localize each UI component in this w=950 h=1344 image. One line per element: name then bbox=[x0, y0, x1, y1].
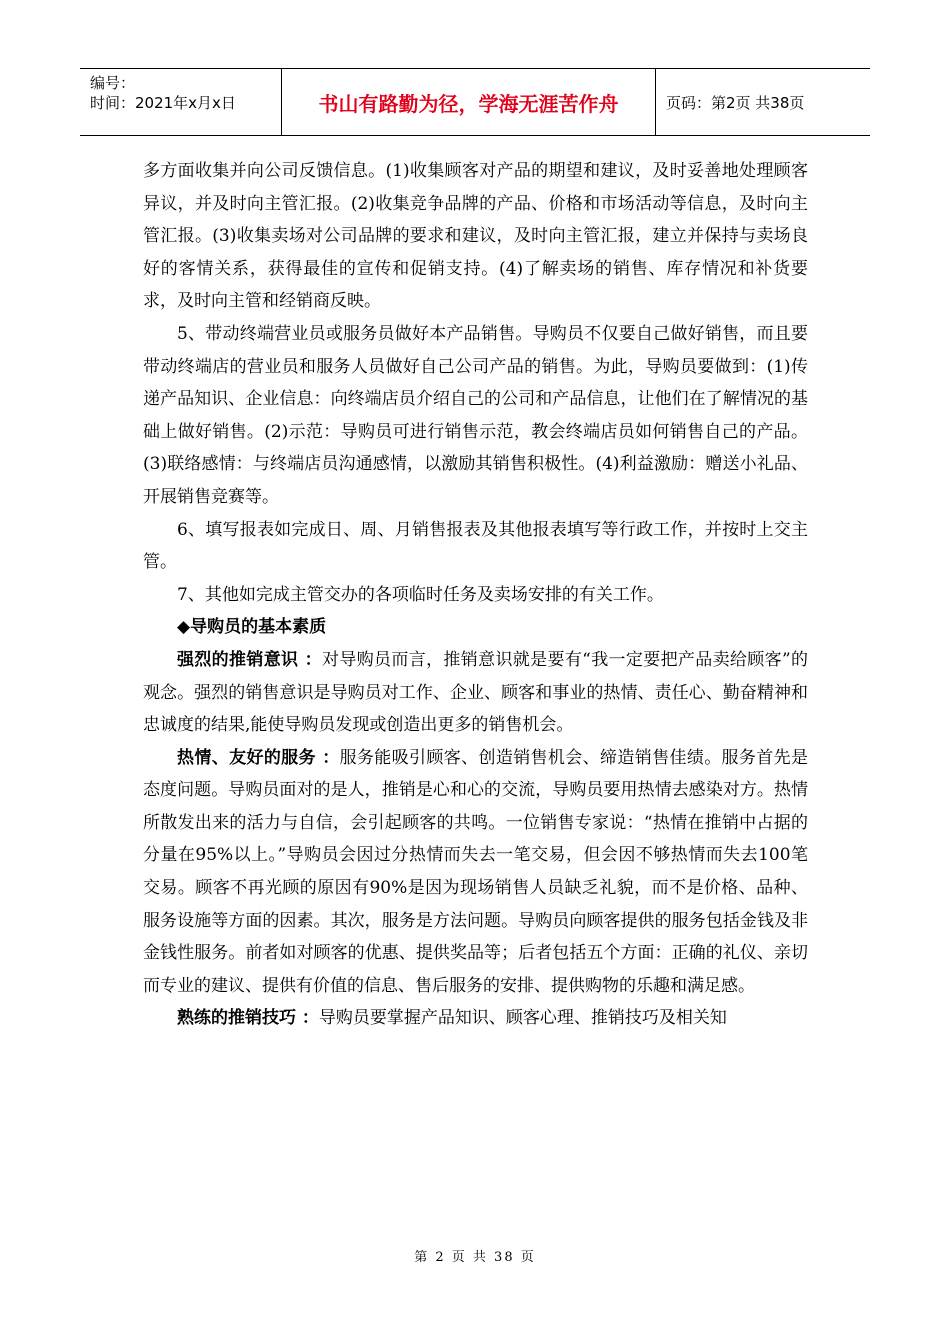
header-left-cell bbox=[80, 69, 282, 135]
section-heading: ◆导购员的基本素质 bbox=[177, 617, 327, 638]
paragraph bbox=[143, 742, 808, 1003]
page-header bbox=[80, 68, 870, 136]
paragraph: 多方面收集并向公司反馈信息。(1)收集顾客对产品的期望和建议，及时妥善地处理顾客异议，并及时向主管汇报。(2)收集竞争品牌的产品、价格和市场活动等信息，及时向主管汇报。(3)收集卖场对公司品牌的要求和建议，及时向主管汇报，建立并保持与卖场良好的客情关系，获得最佳的宣传和促销支持。(4)了解卖场的销售、库存情况和补货要求，及时向主管和经销商反映。 bbox=[143, 161, 808, 312]
term-label: 热情、友好的服务 ： bbox=[177, 747, 340, 768]
paragraph: 7、其他如完成主管交办的各项临时任务及卖场安排的有关工作。 bbox=[177, 584, 664, 605]
term-label: 强烈的推销意识 ： bbox=[177, 649, 323, 670]
paragraph-text: 导购员要掌握产品知识、顾客心理、推销技巧及相关知 bbox=[318, 1008, 727, 1029]
page-footer: 第 2 页 共 38 页 bbox=[414, 1250, 536, 1265]
header-motto: 书山有路勤为径，学海无涯苦作舟 bbox=[282, 69, 656, 135]
paragraph bbox=[143, 1002, 808, 1035]
date-label: 时间：2021年x月x日 bbox=[90, 94, 236, 112]
paragraph: 5、带动终端营业员或服务员做好本产品销售。导购员不仅要自己做好销售，而且要带动终端店的营业员和服务人员做好自己公司产品的销售。为此，导购员要做到：(1)传递产品知识、企业信息：向终端店员介绍自己的公司和产品信息，让他们在了解情况的基础上做好销售。(2)示范：导购员可进行销售示范，教会终端店员如何销售自己的产品。(3)联络感情：与终端店员沟通感情，以激励其销售积极性。(4)利益激励：赠送小礼品、开展销售竞赛等。 bbox=[143, 323, 808, 507]
paragraph: 6、填写报表如完成日、周、月销售报表及其他报表填写等行政工作，并按时上交主管。 bbox=[143, 519, 808, 573]
paragraph bbox=[143, 644, 808, 742]
document-body bbox=[143, 155, 808, 1035]
term-label: 熟练的推销技巧 ： bbox=[177, 1008, 319, 1029]
header-page-label: 页码：第2页 共38页 bbox=[666, 93, 805, 112]
paragraph-text: 对导购员而言，推销意识就是要有“我一定要把产品卖给顾客”的观念。强烈的销售意识是导购员对工作、企业、顾客和事业的热情、责任心、勤奋精神和忠诚度的结果,能使导购员发现或创造出更多的销售机会。 bbox=[143, 649, 808, 736]
code-label: 编号： bbox=[90, 74, 136, 92]
paragraph-text: 服务能吸引顾客、创造销售机会、缔造销售佳绩。服务首先是态度问题。导购员面对的是人，推销是心和心的交流，导购员要用热情去感染对方。热情所散发出来的活力与自信，会引起顾客的共鸣。一位销售专家说：“热情在推销中占据的分量在95%以上。”导购员会因过分热情而失去一笔交易，但会因不够热情而失去100笔交易。顾客不再光顾的原因有90%是因为现场销售人员缺乏礼貌，而不是价格、品种、服务设施等方面的因素。其次，服务是方法问题。导购员向顾客提供的服务包括金钱及非金钱性服务。前者如对顾客的优惠、提供奖品等；后者包括五个方面：正确的礼仪、亲切而专业的建议、提供有价值的信息、售后服务的安排、提供购物的乐趣和满足感。 bbox=[143, 747, 809, 996]
